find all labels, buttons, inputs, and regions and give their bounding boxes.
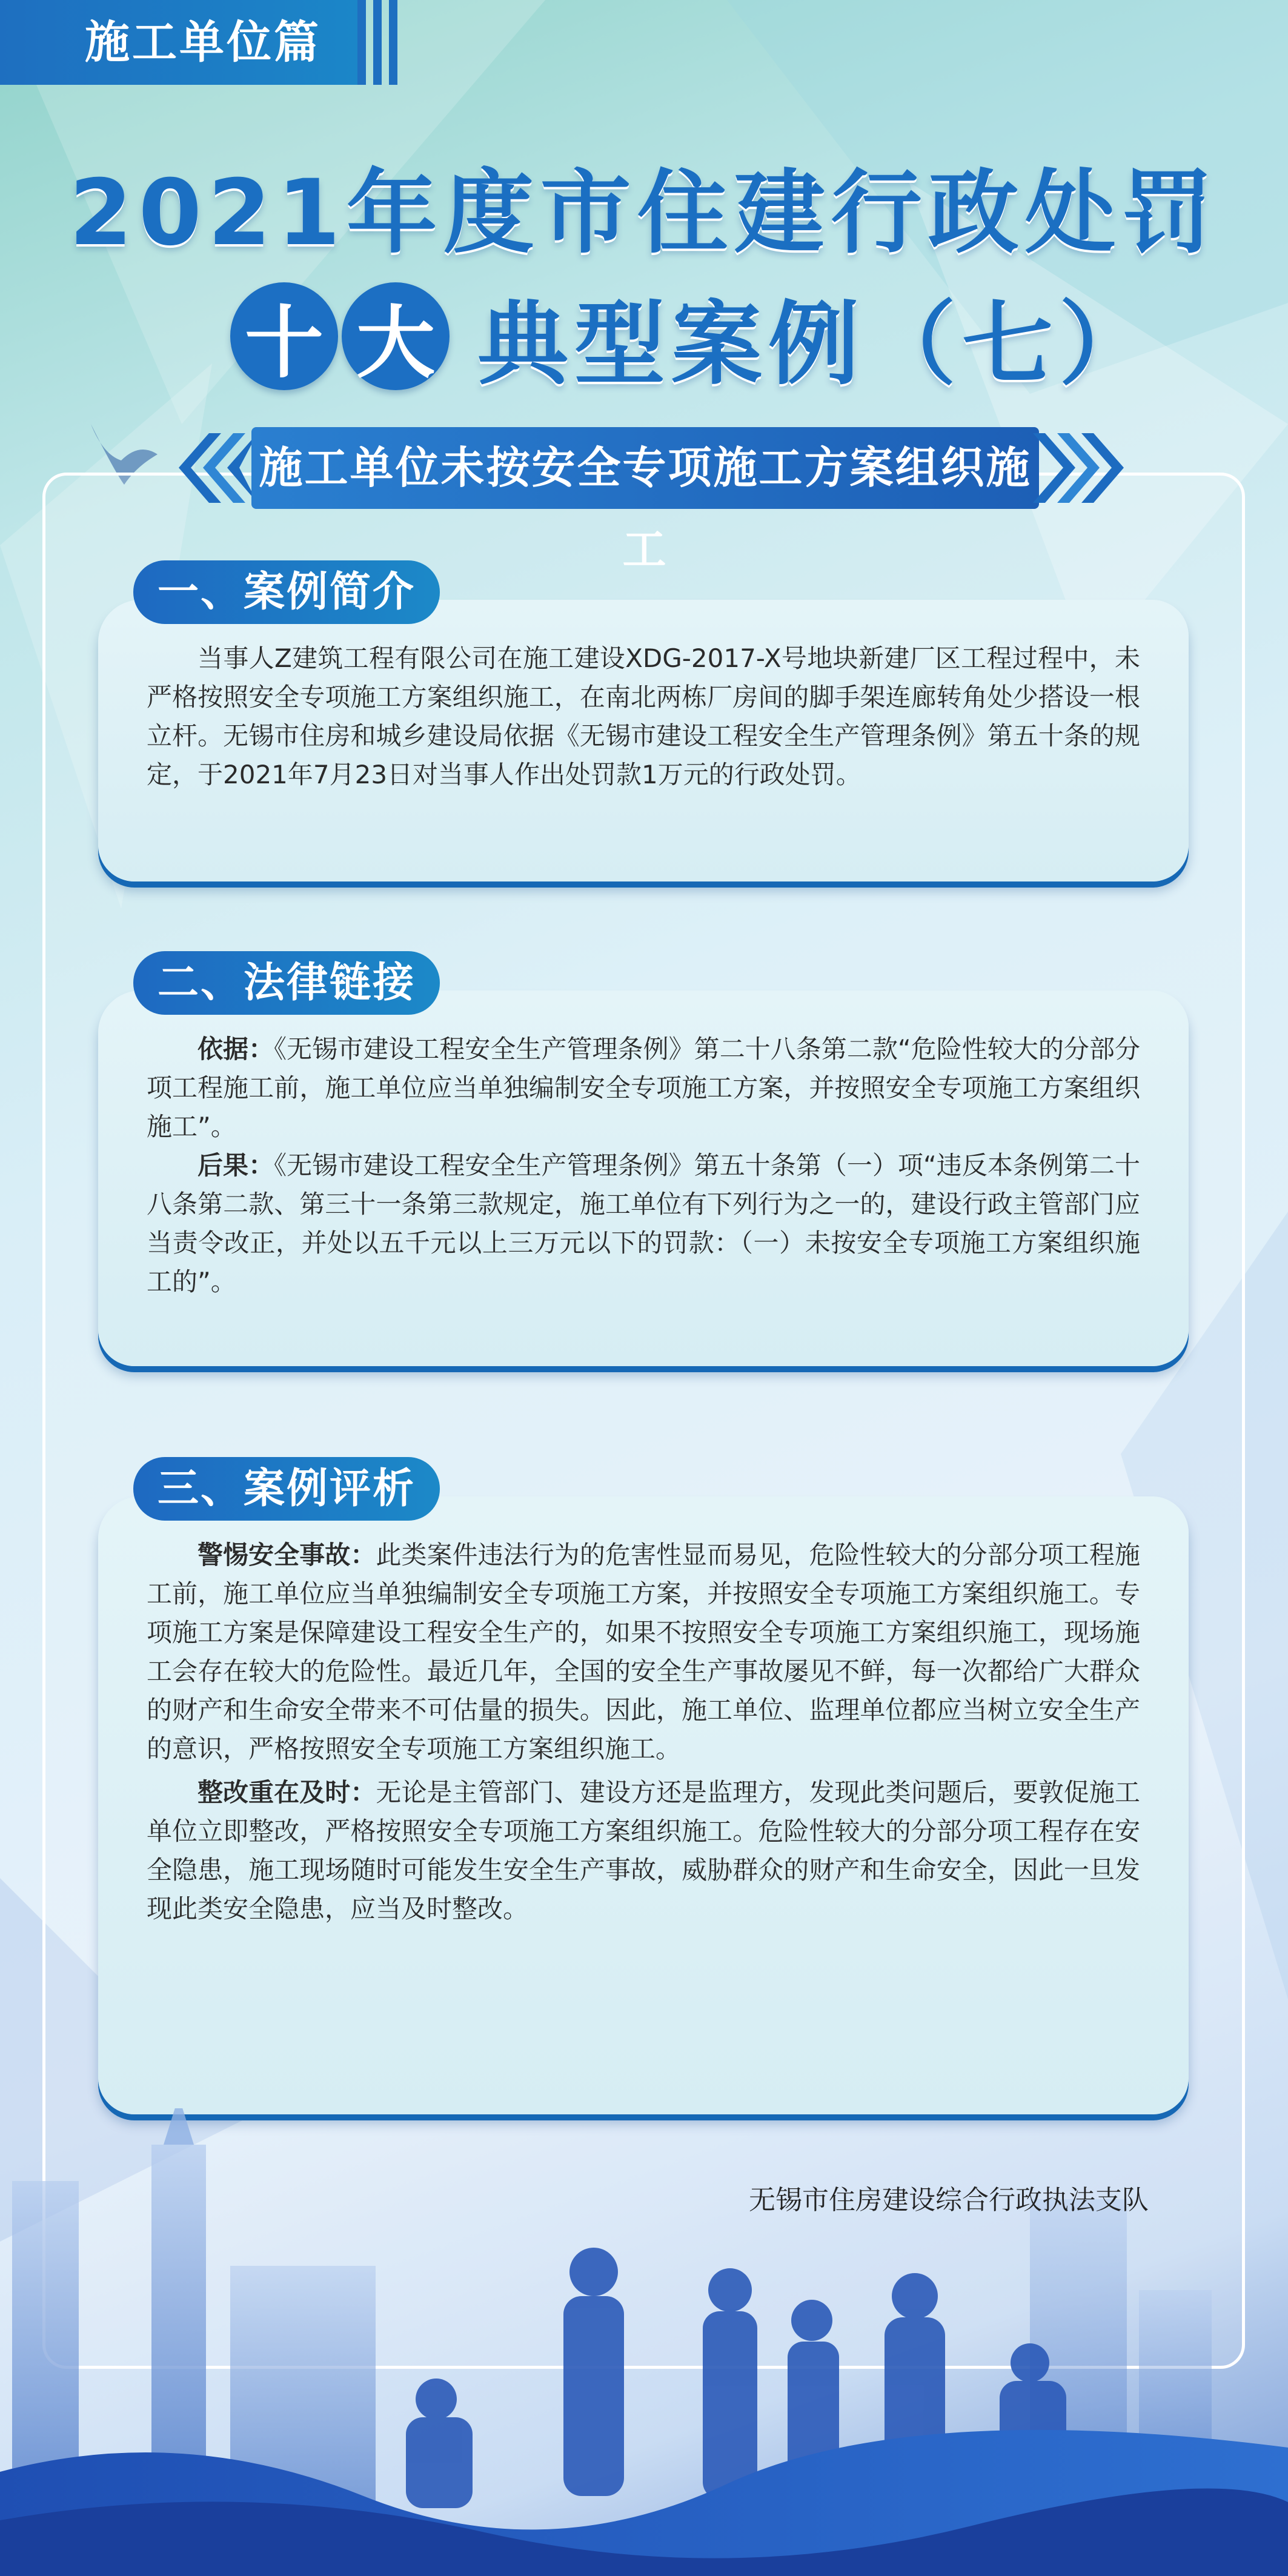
case-intro-text (147, 639, 1140, 794)
left-chevrons-icon (154, 427, 257, 509)
title-circle-char-2: 大 (342, 282, 450, 390)
section-heading: 三、案例评析 (133, 1457, 440, 1521)
legal-links-text (147, 1030, 1140, 1301)
section-heading: 二、法律链接 (133, 951, 440, 1015)
case-analysis-text (147, 1536, 1140, 1928)
title-circle-char-1: 十 (230, 282, 338, 390)
section-case-intro (98, 560, 1189, 900)
category-tag: 施工单位篇 (0, 0, 357, 85)
title-line2-text: 典型案例（七） (477, 292, 1157, 397)
right-chevrons-icon (1033, 427, 1136, 509)
section-legal-links (98, 951, 1189, 1399)
main-title-line1: 2021年度市住建行政处罚 (69, 161, 1219, 266)
main-title-line2 (230, 279, 1157, 397)
subtitle-banner (154, 427, 1136, 575)
paragraph: 整改重在及时：无论是主管部门、建设方还是监理方，发现此类问题后，要敦促施工单位立即整改，严格按照安全专项施工方案组织施工。危险性较大的分部分项工程存在安全隐患，施工现场随时可能发生安全生产事故，威胁群众的财产和生命安全，因此一旦发现此类安全隐患，应当及时整改。 (147, 1778, 1140, 1924)
paragraph: 当事人Z建筑工程有限公司在施工建设XDG-2017-X号地块新建厂区工程过程中，未严格按照安全专项施工方案组织施工，在南北两栋厂房间的脚手架连廊转角处少搭设一根立杆。无锡市住房和城乡建设局依据《无锡市建设工程安全生产管理条例》第五十条的规定，于2021年7月23日对当事人作出处罚款1万元的行政处罚。 (147, 643, 1140, 789)
paragraph: 警惕安全事故：此类案件违法行为的危害性显而易见，危险性较大的分部分项工程施工前，施工单位应当单独编制安全专项施工方案，并按照安全专项施工方案组织施工。专项施工方案是保障建设工程安全生产的，如果不按照安全专项施工方案组织施工，现场施工会存在较大的危险性。最近几年，全国的安全生产事故屡见不鲜，每一次都给广大群众的财产和生命安全带来不可估量的损失。因此，施工单位、监理单位都应当树立安全生产的意识，严格按照安全专项施工方案组织施工。 (147, 1540, 1140, 1764)
section-case-analysis (98, 1457, 1189, 2130)
paragraph: 依据：《无锡市建设工程安全生产管理条例》第二十八条第二款“危险性较大的分部分项工程施工前，施工单位应当单独编制安全专项施工方案，并按照安全专项施工方案组织施工”。 (147, 1034, 1140, 1141)
subtitle-text: 施工单位未按安全专项施工方案组织施工 (251, 427, 1039, 509)
tag-stripes-decoration (339, 0, 406, 85)
issuing-organization: 无锡市住房建设综合行政执法支队 (749, 2185, 1149, 2216)
paragraph: 后果：《无锡市建设工程安全生产管理条例》第五十条第（一）项“违反本条例第二十八条第二款、第三十一条第三款规定，施工单位有下列行为之一的，建设行政主管部门应当责令改正，并处以五千元以上三万元以下的罚款：（一）未按安全专项施工方案组织施工的”。 (147, 1150, 1140, 1296)
section-heading: 一、案例简介 (133, 560, 440, 624)
